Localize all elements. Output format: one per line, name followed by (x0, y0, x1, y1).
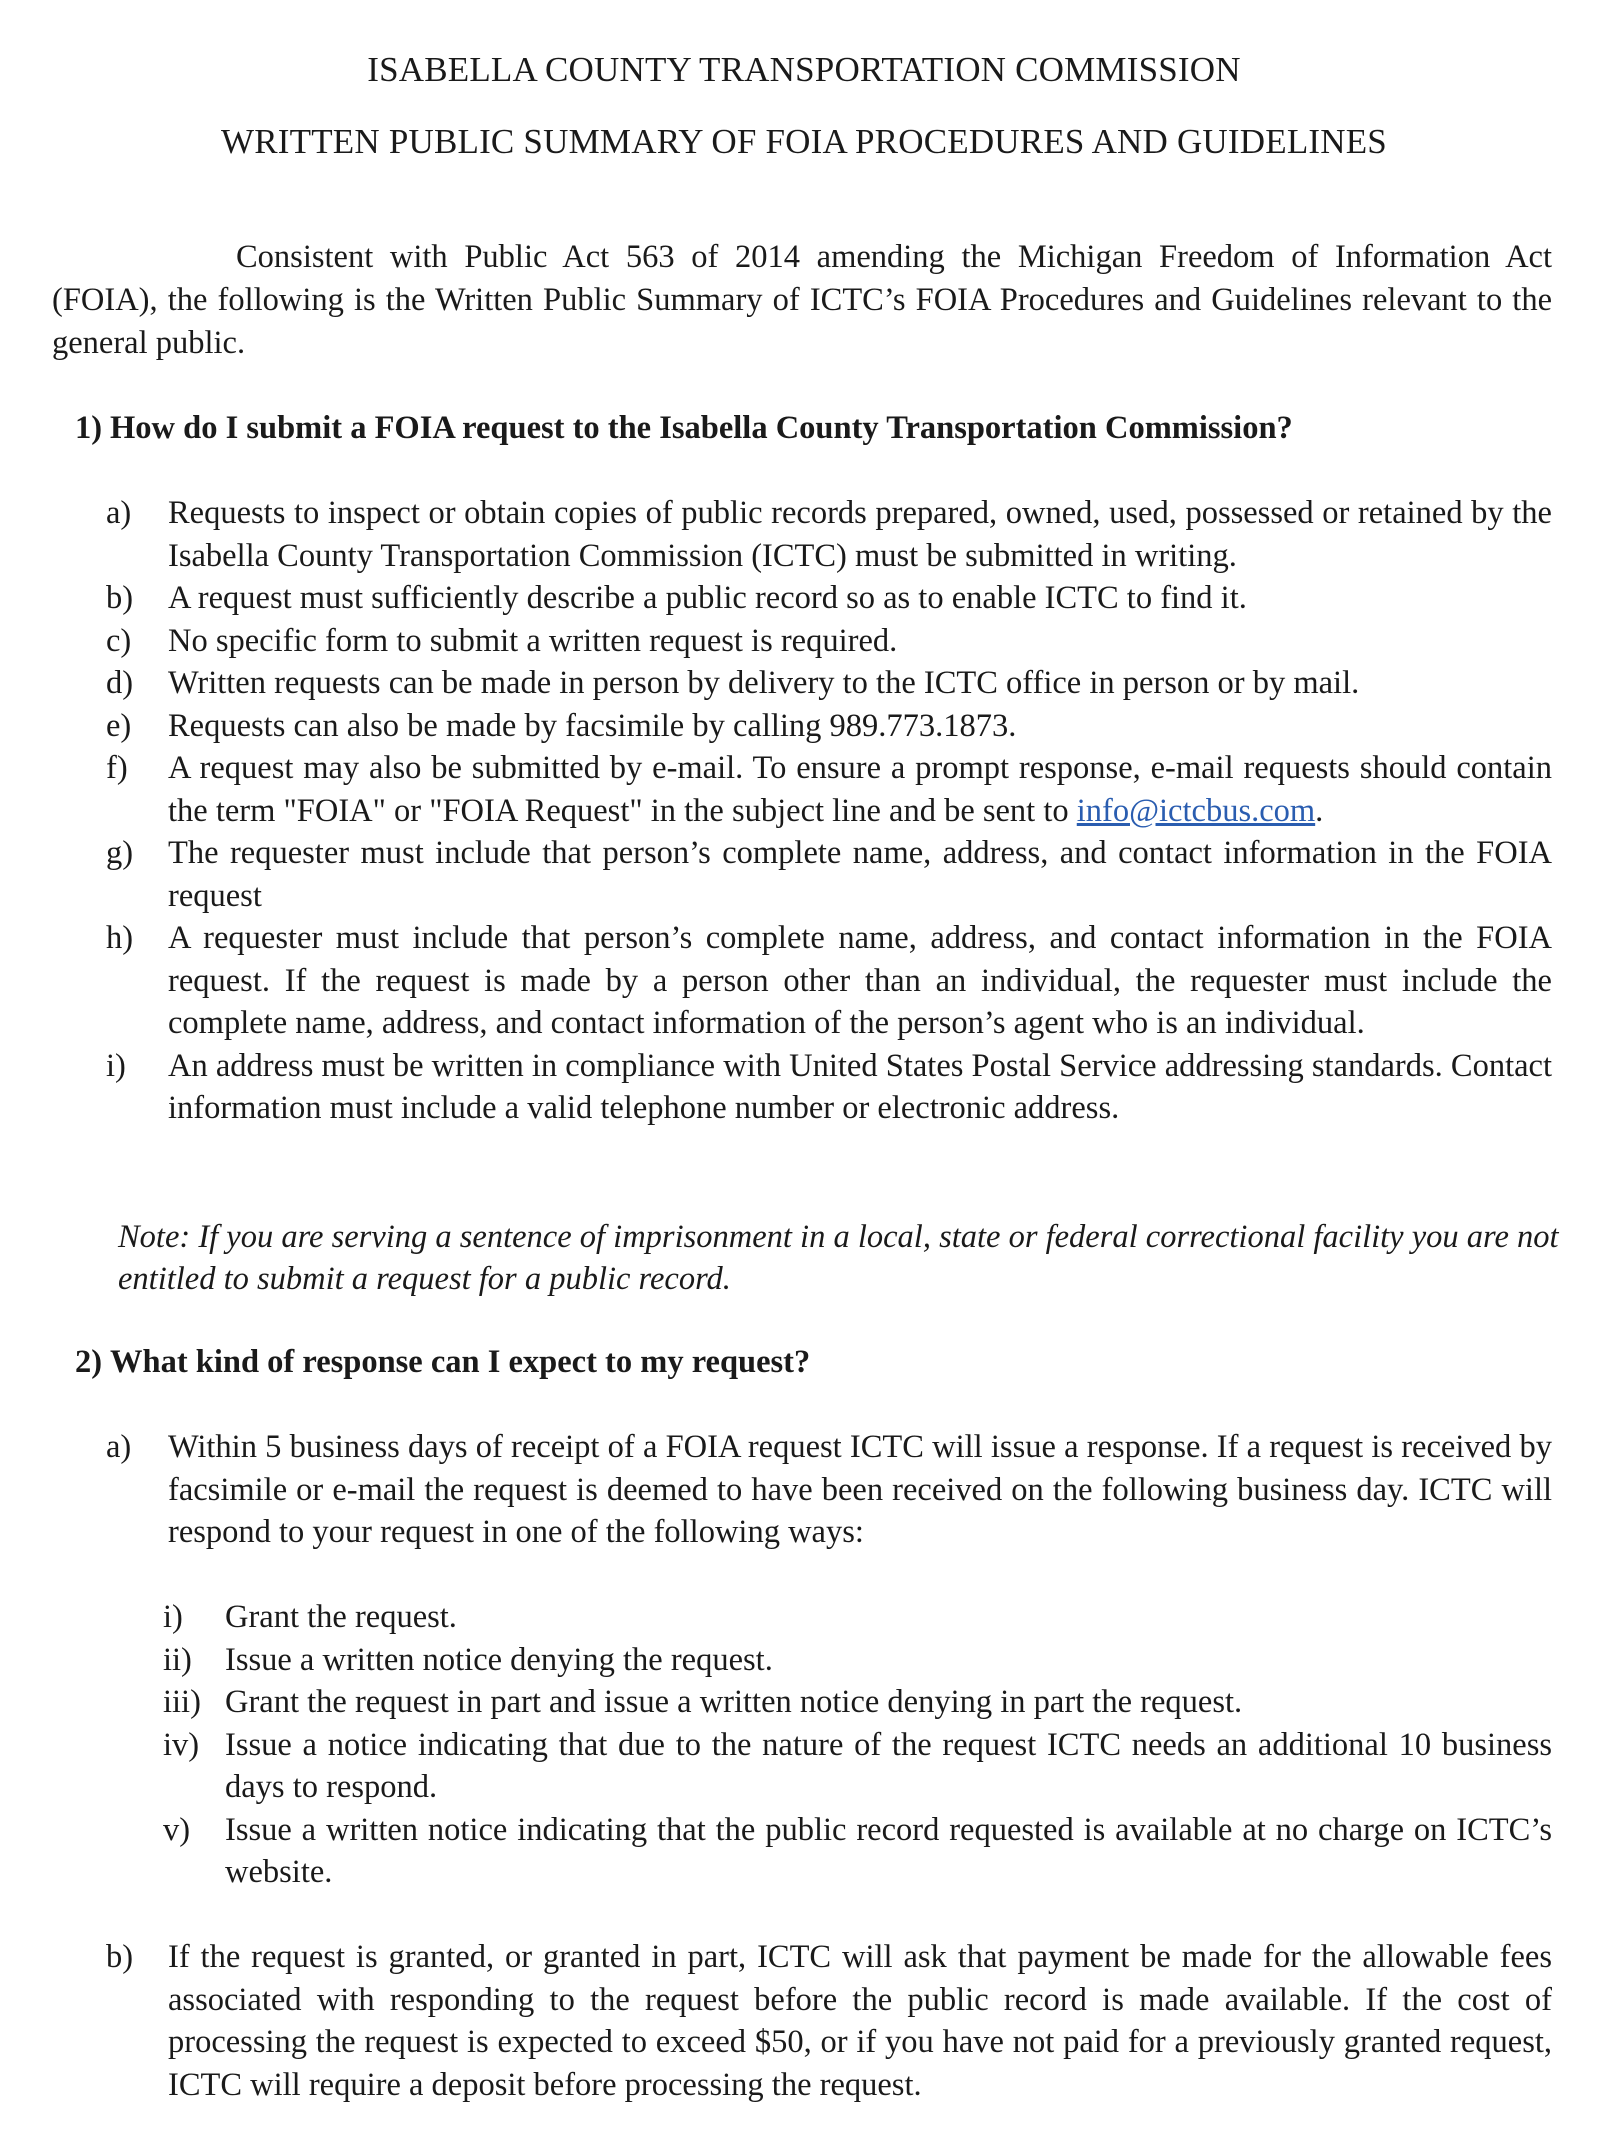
sublist-item-text: Grant the request. (225, 1599, 457, 1635)
sublist-marker: iii) (163, 1684, 201, 1720)
list-marker: a) (106, 495, 132, 531)
list-item (106, 1045, 1552, 1130)
sublist-item-text: Issue a notice indicating that due to the nature of the request ICTC needs an additional 10 business days to respond. (225, 1726, 1552, 1805)
list-item-text: Requests to inspect or obtain copies of public records prepared, owned, used, possessed or retained by the Isabella County Transportation Commission (ICTC) must be submitted in writing. (168, 495, 1552, 574)
list-item (106, 832, 1552, 917)
document-subtitle: WRITTEN PUBLIC SUMMARY OF FOIA PROCEDURES AND GUIDELINES (221, 122, 1387, 161)
list-item-text: An address must be written in compliance with United States Postal Service addressing standards. Contact information must include a valid telephone number or electronic address. (168, 1047, 1552, 1126)
section-1-heading (75, 408, 1293, 448)
list-item (106, 705, 1552, 748)
sublist-item (163, 1724, 1552, 1809)
list-marker: f) (106, 750, 128, 786)
sublist-marker: v) (163, 1811, 191, 1848)
sublist-item-text: Issue a written notice indicating that the public record requested is available at no charge on ICTC’s website. (225, 1811, 1552, 1890)
section-1-list (106, 492, 1552, 1130)
list-item-text: If the request is granted, or granted in part, ICTC will ask that payment be made for the allowable fees associated with responding to the request before the public record is made available. If the cost of processing the request is expected to exceed $50, or if you have not paid for a previously granted request, ICTC will require a deposit before processing the request. (168, 1939, 1552, 2103)
list-marker: i) (106, 1047, 126, 1084)
sublist-marker: iv) (163, 1726, 200, 1763)
list-marker: b) (106, 1939, 134, 1975)
note-paragraph: Note: If you are serving a sentence of imprisonment in a local, state or federal correctional facility you are not entitled to submit a request for a public record. (118, 1219, 1559, 1297)
list-marker: d) (106, 665, 134, 701)
intro-text: Consistent with Public Act 563 of 2014 amending the Michigan Freedom of Information Act (FOIA), the following is the Written Public Summary of ICTC’s FOIA Procedures and Guidelines relevant to the general public. (52, 239, 1552, 361)
section-2-list-a (106, 1426, 1552, 1554)
list-item (106, 662, 1552, 705)
list-item-text: A request must sufficiently describe a public record so as to enable ICTC to find it. (168, 580, 1247, 616)
section-2-heading (75, 1342, 810, 1382)
sublist-marker: i) (163, 1599, 183, 1635)
list-marker: h) (106, 920, 134, 956)
list-item (106, 1426, 1552, 1554)
sublist-item (163, 1639, 1552, 1682)
list-marker: c) (106, 622, 132, 659)
list-item (106, 492, 1552, 577)
list-marker: a) (106, 1429, 132, 1465)
email-link[interactable]: info@ictcbus.com (1076, 792, 1316, 829)
list-item (106, 620, 1552, 663)
list-marker: e) (106, 707, 132, 744)
list-item-text: The requester must include that person’s complete name, address, and contact information in the FOIA request (168, 835, 1552, 914)
list-item (106, 1936, 1552, 2106)
list-item-text: Within 5 business days of receipt of a FOIA request ICTC will issue a response. If a request is received by facsimile or e-mail the request is deemed to have been received on the following business day. ICTC will respond to your request in one of the following ways: (168, 1429, 1552, 1550)
section-2-number: 2) (75, 1344, 103, 1380)
list-item (106, 747, 1552, 832)
sublist-item (163, 1809, 1552, 1894)
sublist-marker: ii) (163, 1641, 192, 1678)
section-1-heading-text: How do I submit a FOIA request to the Isabella County Transportation Commission? (110, 410, 1293, 446)
section-1-number: 1) (75, 410, 103, 446)
list-item (106, 917, 1552, 1045)
section-2-heading-text: What kind of response can I expect to my request? (110, 1344, 811, 1380)
list-marker: g) (106, 835, 134, 871)
document-title: ISABELLA COUNTY TRANSPORTATION COMMISSION (367, 50, 1241, 89)
list-item-text: Requests can also be made by facsimile by calling 989.773.1873. (168, 707, 1017, 744)
sublist-item-text: Issue a written notice denying the request. (225, 1641, 773, 1678)
list-marker: b) (106, 580, 134, 616)
section-2-list-b (106, 1936, 1552, 2106)
intro-paragraph (52, 236, 1552, 365)
section-2-sublist (163, 1596, 1552, 1894)
list-item-text: No specific form to submit a written request is required. (168, 622, 898, 659)
list-item-text: Written requests can be made in person by delivery to the ICTC office in person or by mail. (168, 665, 1360, 701)
sublist-item-text: Grant the request in part and issue a written notice denying in part the request. (225, 1684, 1243, 1720)
list-item-text: A request may also be submitted by e-mail. To ensure a prompt response, e-mail requests should contain the term "FOIA" or "FOIA Request" in the subject line and be sent to (168, 750, 1552, 829)
list-item (106, 577, 1552, 620)
sublist-item (163, 1596, 1552, 1639)
sublist-item (163, 1681, 1552, 1724)
list-item-text: A requester must include that person’s complete name, address, and contact information in the FOIA request. If the request is made by a person other than an individual, the requester must include the complete name, address, and contact information of the person’s agent who is an individual. (168, 920, 1552, 1041)
list-item-text-end: . (1315, 792, 1324, 829)
